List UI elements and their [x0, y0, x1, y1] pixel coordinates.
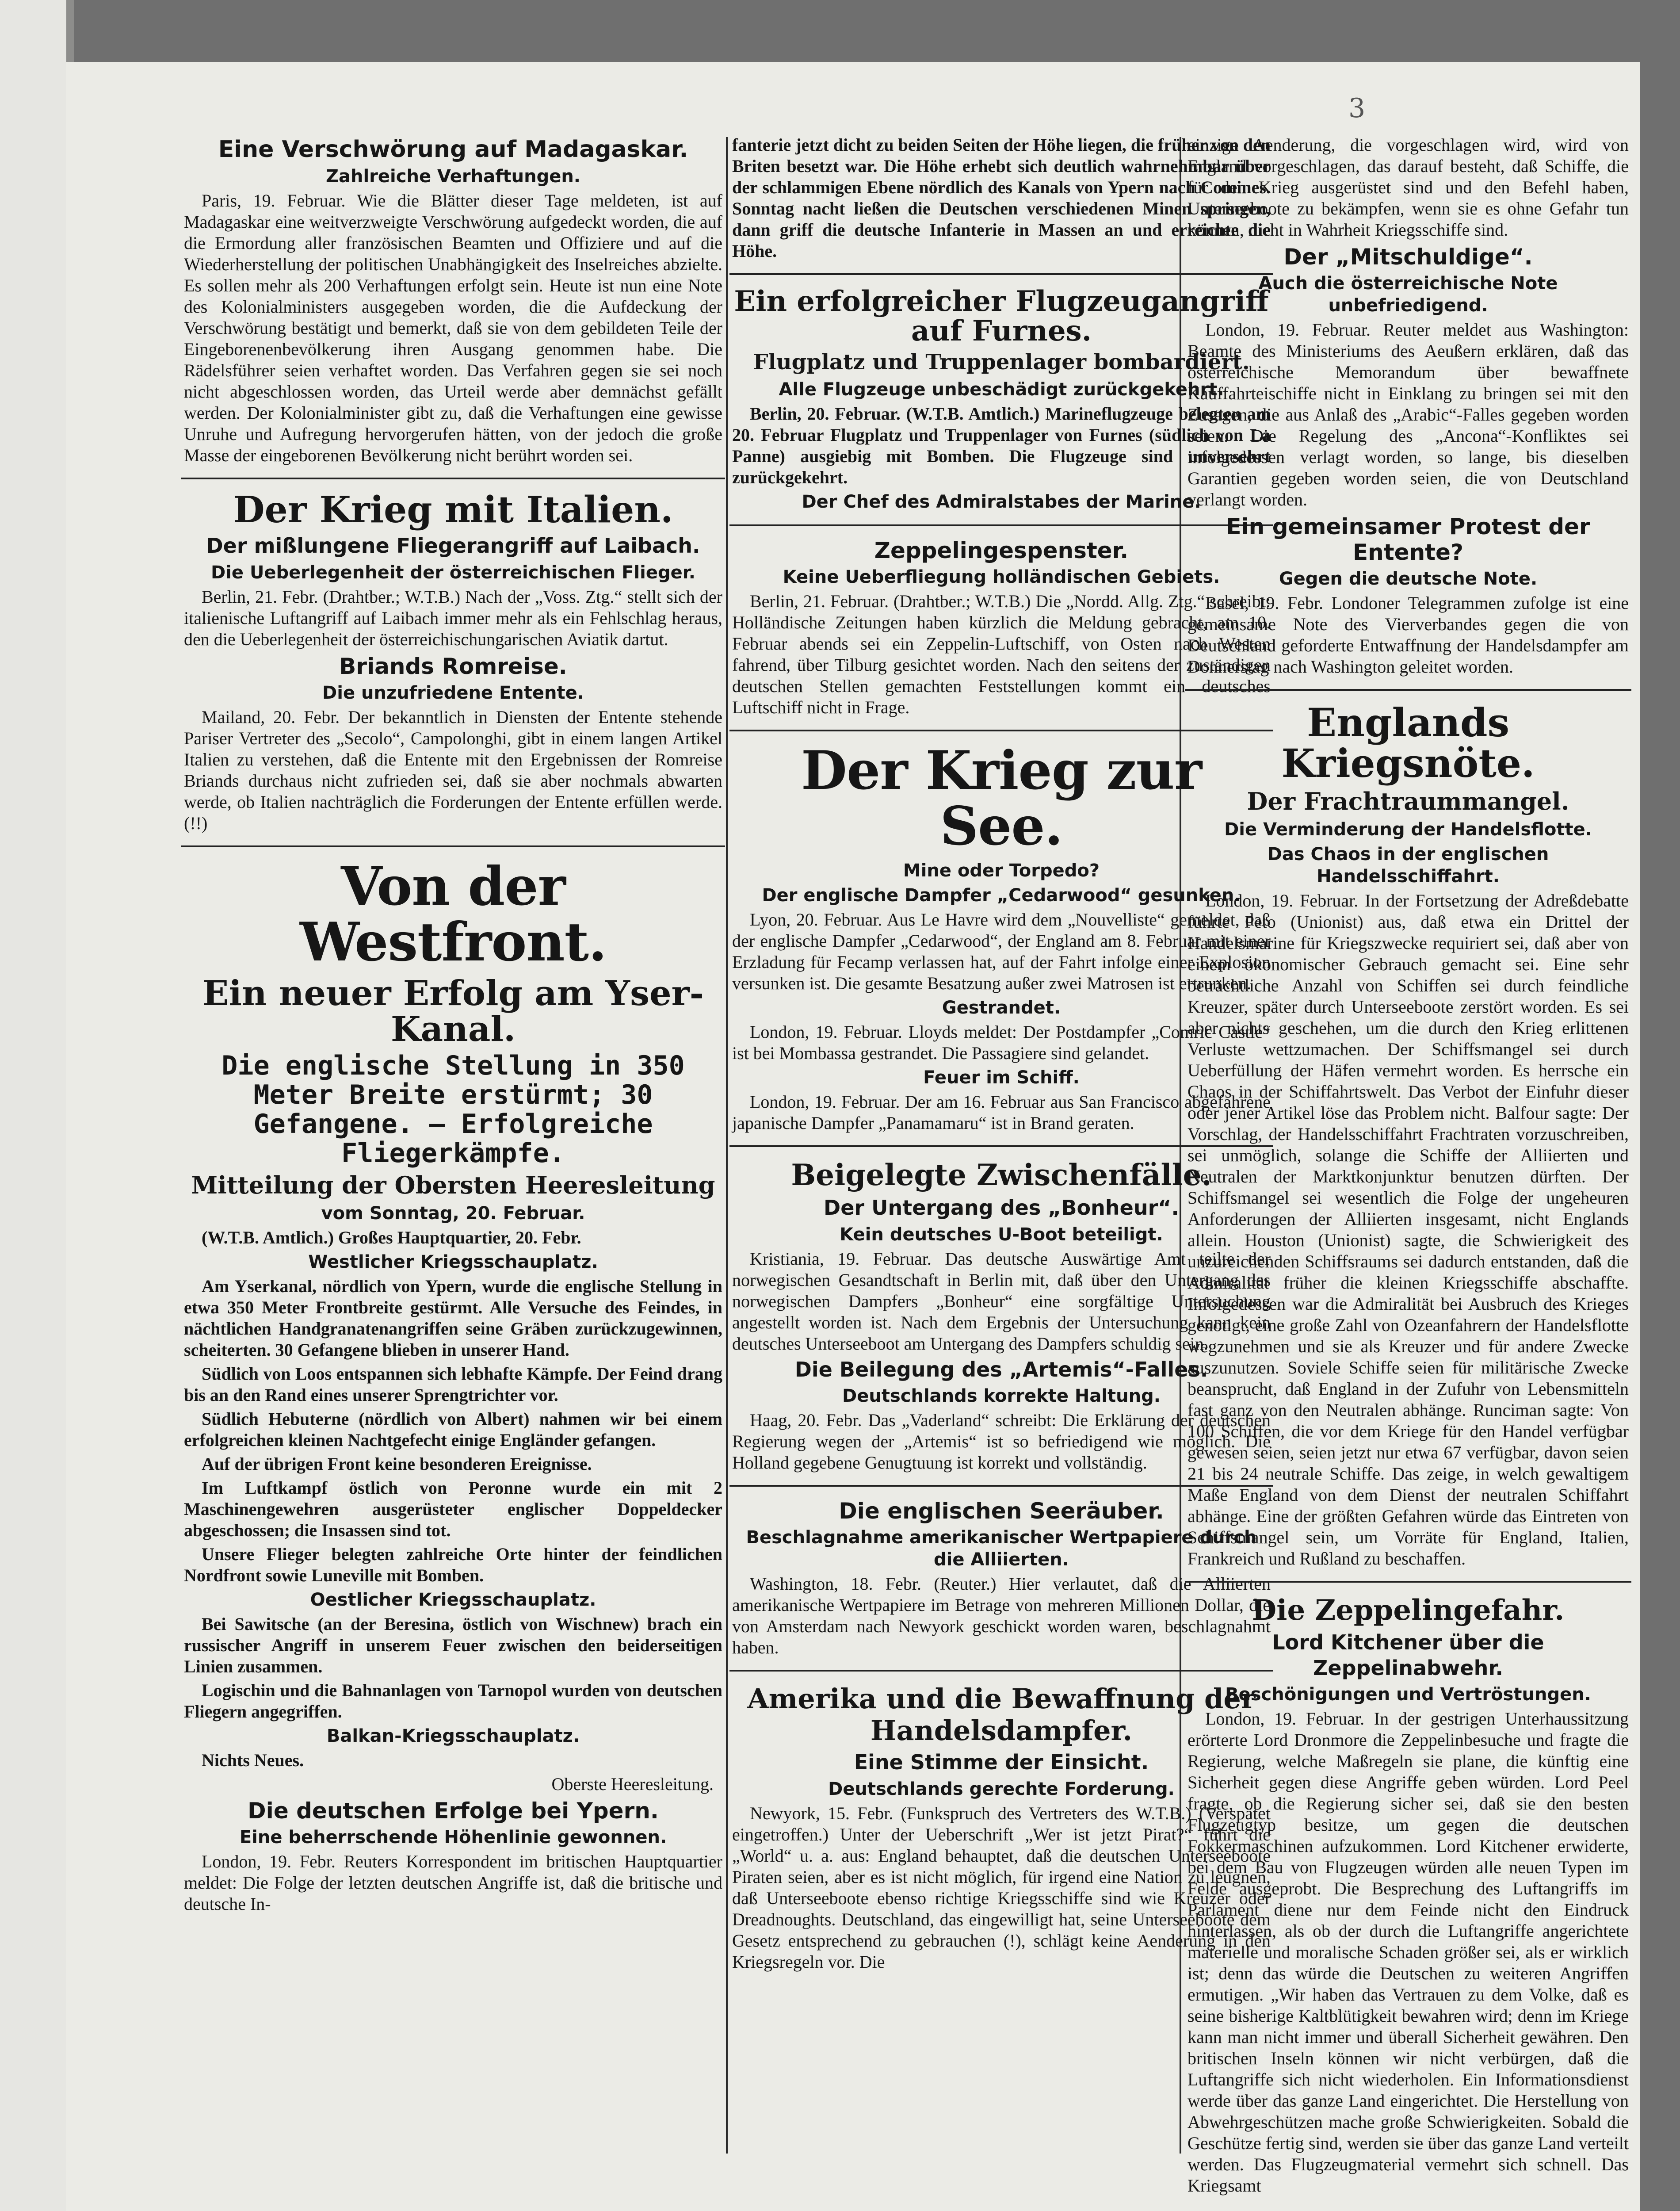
body-text: fanterie jetzt dicht zu beiden Seiten der Höhe liegen, die früher von den Briten besetzt war. Die Höhe erhebt sich deutlich wahrnehmbar über der schlammigen Ebene nördlich des Kanals von Ypern nach Comines. Sonntag nacht ließen die Deutschen verschiedenen Minen springen, dann griff die deutsche Infanterie in Massen an und erreichte die Höhe.	[732, 135, 1271, 261]
body-text: Lyon, 20. Februar. Aus Le Havre wird dem „Nouvelliste“ gemeldet, daß der englische Dampfer „Cedarwood“, der England am 8. Februar mit einer Erzladung für Fecamp verlassen hat, auf der Fahrt infolge einer Explosion versunken ist. Die gesamte Besatzung außer zwei Matrosen ist ertrunken.	[732, 909, 1271, 993]
subheadline: Der englische Dampfer „Cedarwood“ gesunken.	[762, 885, 1241, 906]
headline: Englands Kriegsnöte.	[1281, 700, 1535, 787]
section-label: Oestlicher Kriegsschauplatz.	[310, 1590, 596, 1610]
body-text: Basel, 19. Febr. Londoner Telegrammen zufolge ist eine gemeinsame Note des Vierverbandes gegen die von Deutschland geforderte Entwaffnung der Handelsdampfer am Donnerstag nach Washington geleitet worden.	[1187, 593, 1629, 677]
article-zeppelingefahr	[1185, 1594, 1631, 2197]
deck: Mine oder Torpedo?	[903, 860, 1100, 881]
article-westfront	[181, 855, 725, 1795]
body-text: Kristiania, 19. Februar. Das deutsche Auswärtige Amt teilte der norwegischen Gesandtschaft in Berlin mit, daß über den Untergang des norwegischen Dampfers „Bonheur“ eine sorgfältige Untersuchung angestellt worden ist. Nach dem Ergebnis der Untersuchung kann kein deutsches Unterseeboot am Untergang des Dampfers schuldig sein.	[732, 1248, 1271, 1354]
headline: Die englischen Seeräuber.	[839, 1498, 1164, 1524]
page-marker: 3	[1348, 93, 1366, 124]
deck: Kein deutsches U-Boot beteiligt.	[840, 1224, 1163, 1245]
headline: Der Krieg mit Italien.	[233, 489, 673, 531]
article-italien	[181, 491, 725, 650]
subheadline: Lord Kitchener über die Zeppelinabwehr.	[1272, 1630, 1544, 1680]
deck: Alle Flugzeuge unbeschädigt zurückgekehrt.	[779, 379, 1224, 400]
deck: vom Sonntag, 20. Februar.	[321, 1203, 585, 1224]
body-text: Berlin, 20. Februar. (W.T.B. Amtlich.) Marineflugzeuge belegten am 20. Februar Flugplatz und Truppenlager von Furnes (südlich von La Panne) ausgiebig mit Bomben. Die Flugzeuge sind unversehrt zurückgekehrt.	[732, 403, 1271, 487]
article-madagaskar	[181, 136, 725, 466]
subheadline-2: Die englische Stellung in 350 Meter Breite erstürmt; 30 Gefangene. – Erfolgreiche Fliegerkämpfe.	[221, 1050, 685, 1169]
section-label: Balkan-Kriegsschauplatz.	[326, 1726, 580, 1747]
headline: Beigelegte Zwischenfälle.	[791, 1157, 1212, 1192]
body-text: London, 19. Februar. Lloyds meldet: Der Postdampfer „Comric Castle“ ist bei Mombassa gestrandet. Die Passagiere sind gelandet.	[732, 1021, 1271, 1063]
deck: Beschlagnahme amerikanischer Wertpapiere durch die Alliierten.	[746, 1527, 1257, 1570]
subheadline-3: Mitteilung der Obersten Heeresleitung	[191, 1171, 715, 1200]
body-text: London, 19. Februar. Der am 16. Februar aus San Francisco abgefahrene japanische Dampfer „Panamamaru“ ist in Brand geraten.	[732, 1091, 1271, 1133]
headline: Amerika und die Bewaffnung der Handelsdampfer.	[747, 1683, 1256, 1747]
subheadline: Der Untergang des „Bonheur“.	[824, 1196, 1179, 1220]
divider	[1185, 1581, 1631, 1583]
deck: Deutschlands gerechte Forderung.	[828, 1779, 1175, 1799]
body-text: Berlin, 21. Febr. (Drahtber.; W.T.B.) Nach der „Voss. Ztg.“ stellt sich der italienische Luftangriff auf Laibach immer mehr als ein Fehlschlag heraus, den die Ueberlegenheit der österreichischungarischen Aviatik dartut.	[184, 586, 722, 649]
divider	[1185, 689, 1631, 691]
signature: Der Chef des Admiralstabes der Marine.	[802, 491, 1201, 512]
article-romreise	[181, 654, 725, 834]
body-text: Mailand, 20. Febr. Der bekanntlich in Diensten der Entente stehende Pariser Vertreter des „Secolo“, Campolonghi, gibt in einem langen Artikel Italien zu verstehen, daß die Entente mit den Ergebnissen der Romreise Briands durchaus nicht zufrieden sei, daß sie aber nochmals abwarten werde, ob Italien nachträglich die Forderungen der Entente erfüllen werde. (!!)	[184, 707, 722, 833]
deck-artemis: Deutschlands korrekte Haltung.	[842, 1386, 1161, 1407]
section-label: Westlicher Kriegsschauplatz.	[308, 1252, 598, 1273]
headline: Briands Romreise.	[339, 653, 567, 679]
article-protest	[1185, 514, 1631, 677]
headline: Ein erfolgreicher Flugzeugangriff auf Furnes.	[734, 285, 1269, 348]
scanner-left-margin	[0, 0, 66, 2211]
deck: Eine beherrschende Höhenlinie gewonnen.	[239, 1827, 667, 1848]
column-1	[181, 133, 725, 2184]
subheadline: Der Frachtraummangel.	[1247, 787, 1569, 815]
headline: Ein gemeinsamer Protest der Entente?	[1226, 514, 1590, 565]
body-text: London, 19. Febr. Reuters Korrespondent im britischen Hauptquartier meldet: Die Folge der letzten deutschen Angriffe ist, daß die britische und deutsche In-	[184, 1851, 722, 1914]
deck: Die unzufriedene Entente.	[322, 682, 584, 703]
subheadline: Eine Stimme der Einsicht.	[854, 1750, 1149, 1775]
headline: Von der Westfront.	[300, 855, 607, 973]
column-3	[1185, 133, 1631, 2196]
article-kriegsnoete	[1185, 702, 1631, 1569]
body-text: Bei Sawitsche (an der Beresina, östlich von Wischnew) brach ein russischer Angriff in unserem Feuer zwischen den beiderseitigen Linien zusammen.	[184, 1614, 722, 1677]
headline: Der Krieg zur See.	[801, 739, 1202, 857]
body-text: Im Luftkampf östlich von Peronne wurde ein mit 2 Maschinengewehren ausgerüsteter englischer Doppeldecker abgeschossen; die Insassen sind tot.	[184, 1478, 722, 1541]
body-text: Berlin, 21. Februar. (Drahtber.; W.T.B.) Die „Nordd. Allg. Ztg.“ schreibt: Holländische Zeitungen haben kürzlich die Meldung gebracht, am 10. Februar abends sei ein Zeppelin-Luftschiff, von Osten nach Westen fahrend, über Tilburg gesichtet worden. Nach den seitens der zuständigen deutschen Stellen gemachten Feststellungen kommt ein deutsches Luftschiff nicht in Frage.	[732, 591, 1271, 717]
headline: Der „Mitschuldige“.	[1283, 244, 1533, 270]
body-text: Paris, 19. Februar. Wie die Blätter dieser Tage meldeten, ist auf Madagaskar eine weitverzweigte Verschwörung aufgedeckt worden, die auf die Ermordung aller französischen Beamten und Offiziere und auf die Wiederherstellung der politischen Unabhängigkeit des Inselreiches abzielte. Es sollen mehr als 200 Verhaftungen erfolgt sein. Heute ist nun eine Note des Kolonialministers ausgegeben worden, die die Aufdeckung der Verschwörung bestätigt und bemerkt, daß sie von dem gebildeten Teile der Eingeborenenbevölkerung ihren Ausgang genommen habe. Die Rädelsführer seien verhaftet worden. Das Verfahren gegen sie sei noch nicht abgeschlossen worden, das Urteil werde aber demnächst gefällt werden. Der Kolonialminister gibt zu, daß die Verhaftungen eine gewisse Unruhe und Aufregung hervorgerufen hätten, von der jedoch die große Masse der eingeborenen Bevölkerung nicht berührt worden sei.	[184, 191, 722, 465]
body-text: London, 19. Februar. In der Fortsetzung der Adreßdebatte führte Peto (Unionist) aus, daß etwa ein Drittel der Handelsmarine für Kriegszwecke requiriert sei, daß aber von einem ökonomischer Gebrauch gemacht sei. Eine sehr beträchtliche Anzahl von Schiffen sei durch feindliche Kreuzer, später durch Unterseeboote zerstört worden. Es sei aber nichts geschehen, um die durch den Krieg erlittenen Verluste wettzumachen. Der Schiffsmangel sei durch Ueberfüllung der Häfen vermehrt worden. Es herrsche ein Chaos in der Schiffahrtswelt. Das Verbot der Einfuhr dieser oder jener Artikel löse das Problem nicht. Balfour sagte: Der Vorschlag, der Handelsschiffahrt Frachtraten vorzuschreiben, sei unmöglich, solange die Schiffe der Alliierten und Neutralen der Marktkonjunktur benutzen dürften. Der Schiffsmangel sei wesentlich die Folge der ungeheuren Anforderungen der Alliierten insgesamt, nicht Englands allein. Houston (Unionist) sagte, die Schwierigkeit des unzureichenden Schiffsraums sei dadurch entstanden, daß die Admiralität früher die kleinen Kriegsschiffe abschaffte. Infolgedessen war die Admiralität bei Ausbruch des Krieges genötigt, eine große Zahl von Ozeanfahrern der Handelsflotte wegzunehmen und sie als Kreuzer und für andere Zwecke auszunutzen. Soviele Schiffe seien für militärische Zwecke beansprucht, daß England in der Zufuhr von Lebensmitteln fast ganz von den Neutralen abhänge. Runciman sagte: Von 100 Schiffen, die vor dem Kriege für den Handel verfügbar gewesen seien, seien jetzt nur etwa 67 verfügbar, davon seien 21 bis 24 neutrale Schiffe. Das zeige, in welch gewaltigem Maße England von dem Dienst der neutralen Schiffahrt abhänge. Eine der größten Gefahren würde das Eintreten von Schiffsmangel sein, um Vorräte für England, Italien, Frankreich und Rußland zu beschaffen.	[1187, 890, 1629, 1568]
body-text: London, 19. Februar. In der gestrigen Unterhaussitzung erörterte Lord Dronmore die Zeppelinbesuche und fragte die Regierung, welche Maßregeln sie plane, die künftig eine Sicherheit gegen diese Angriffe geben würden. Lord Peel fragte, ob die Regierung sicher sei, daß sie den besten Flugzeugtyp besitze, um gegen die deutschen Fokkermaschinen aufzukommen. Lord Kitchener erwiderte, bei dem Bau von Flugzeugen würden alle neuen Typen im Felde ausgeprobt. Die Besprechung des Luftangriffs im Parlament diene nur dem Feinde nicht den Eindruck hinterlassen, als ob der durch die Luftangriffe angerichtete materielle und moralische Schaden größer sei, als er wirklich ist; denn das würde die Deutschen zu weiteren Angriffen ermutigen. „Wir haben das Vertrauen zu dem Volke, daß es seine bisherige Kaltblütigkeit bewahren wird; denn im Kriege kann man nicht immer und überall Sicherheit gewähren. Den britischen Inseln können wir nicht verbürgen, daß die Luftangriffe sich nicht wiederholen. Ein Informationsdienst werde über das ganze Land eingerichtet. Die Herstellung von Abwehrgeschützen mache große Schwierigkeiten. Sobald die Geschütze fertig sind, werden sie über das ganze Land verteilt werden. Das Flugzeugmaterial vermehrt sich schnell. Das Kriegsamt	[1187, 1709, 1629, 2196]
body-text: Haag, 20. Febr. Das „Vaderland“ schreibt: Die Erklärung der deutschen Regierung wegen der „Artemis“ ist so befriedigend wie möglich. Die Holland gegebene Genugtuung ist korrekt und vollständig.	[732, 1410, 1271, 1473]
deck: Die Ueberlegenheit der österreichischen Flieger.	[210, 562, 696, 583]
subheadline-feuer: Feuer im Schiff.	[923, 1067, 1080, 1088]
body-text: Newyork, 15. Febr. (Funkspruch des Vertreters des W.T.B.) (Verspätet eingetroffen.) Unter der Ueberschrift „Wer ist jetzt Pirat?“ führt die „World“ u. a. aus: England behauptet, daß die deutschen Unterseeboote Piraten seien, aber es ist nicht möglich, für irgend eine Nation zu leugnen, daß Unterseeboote ebenso richtige Kriegsschiffe sind wie Kreuzer oder Dreadnoughts. Deutschland, das eingewilligt hat, seine Unterseeboote dem Gesetz entsprechend zu gebrauchen (!), schlägt keine Aenderung in den Kriegsregeln vor. Die	[732, 1803, 1271, 1972]
body-text: Am Yserkanal, nördlich von Ypern, wurde die englische Stellung in etwa 350 Meter Frontbreite gestürmt. Alle Versuche des Feindes, in nächtlichen Handgranatenangriffen seine Gräben zurückzugewinnen, scheiterten. 30 Gefangene blieben in unserer Hand.	[184, 1276, 722, 1360]
body-text: einzige Aenderung, die vorgeschlagen wird, wird von England vorgeschlagen, das darauf besteht, daß Schiffe, die für den Krieg ausgerüstet sind und den Befehl haben, Unterseeboote zu bekämpfen, wenn sie es ohne Gefahr tun können, nicht in Wahrheit Kriegsschiffe sind.	[1187, 135, 1629, 240]
signature: Oberste Heeresleitung.	[551, 1774, 714, 1794]
body-text: Unsere Flieger belegten zahlreiche Orte hinter der feindlichen Nordfront sowie Luneville mit Bomben.	[184, 1544, 722, 1586]
deck: Gegen die deutsche Note.	[1279, 569, 1538, 589]
deck: Die Verminderung der Handelsflotte.	[1224, 819, 1592, 840]
deck: Auch die österreichische Note unbefriedigend.	[1258, 273, 1558, 316]
deck: Beschönigungen und Vertröstungen.	[1225, 1684, 1591, 1705]
subheadline-gestrandet: Gestrandet.	[942, 997, 1061, 1018]
subheadline: Der mißlungene Fliegerangriff auf Laibach.	[206, 534, 700, 558]
newspaper-page	[66, 62, 1640, 2211]
column-rule-1	[726, 137, 728, 2154]
headline: Die deutschen Erfolge bei Ypern.	[248, 1798, 659, 1824]
headline: Zeppelingespenster.	[874, 537, 1129, 563]
deck: Zahlreiche Verhaftungen.	[326, 166, 580, 187]
headline: Die Zeppelingefahr.	[1252, 1593, 1565, 1627]
body-text: (W.T.B. Amtlich.) Großes Hauptquartier, 20. Febr.	[202, 1228, 581, 1248]
deck: Keine Ueberfliegung holländischen Gebiets.	[783, 566, 1220, 587]
subheadline-1: Ein neuer Erfolg am Yser-Kanal.	[202, 973, 704, 1050]
article-amerika-continued	[1185, 134, 1631, 241]
subheadline: Flugplatz und Truppenlager bombardiert.	[753, 350, 1250, 375]
subheadline-artemis: Die Beilegung des „Artemis“-Falles.	[794, 1357, 1208, 1381]
body-text: Südlich von Loos entspannen sich lebhafte Kämpfe. Der Feind drang bis an den Rand eines unserer Sprengtrichter vor.	[184, 1364, 722, 1405]
divider	[181, 845, 725, 847]
article-mitschuldige	[1185, 244, 1631, 510]
deck-2: Das Chaos in der englischen Handelsschiffahrt.	[1267, 844, 1549, 887]
body-text: Südlich Hebuterne (nördlich von Albert) nahmen wir bei einem erfolgreichen kleinen Nachtgefecht einige Engländer gefangen.	[184, 1409, 722, 1450]
body-text: Washington, 18. Febr. (Reuter.) Hier verlautet, daß die Alliierten amerikanische Wertpapiere im Betrage von mehreren Millionen Dollar, die von Amsterdam nach Newyork geschickt worden waren, beschlagnahmt haben.	[732, 1574, 1271, 1658]
headline: Eine Verschwörung auf Madagaskar.	[218, 136, 688, 163]
body-text: London, 19. Februar. Reuter meldet aus Washington: Beamte des Ministeriums des Aeußern erklären, daß das österreichische Memorandum über bewaffnete Kauffahrteischiffe nicht in Einklang zu bringen sei mit den Zusagen, die aus Anlaß des „Arabic“-Falles gegeben worden seien. Die Regelung des „Ancona“-Konfliktes sei infolgedessen verlagt worden, so lange, bis dieselben Garantien gegeben worden seien, die von Deutschland verlangt worden.	[1187, 320, 1629, 509]
body-text: Auf der übrigen Front keine besonderen Ereignisse.	[202, 1454, 592, 1474]
body-text: Logischin und die Bahnanlagen von Tarnopol wurden von deutschen Fliegern angegriffen.	[184, 1680, 722, 1722]
body-text: Nichts Neues.	[202, 1750, 304, 1771]
article-ypern	[181, 1798, 725, 1915]
divider	[181, 478, 725, 479]
